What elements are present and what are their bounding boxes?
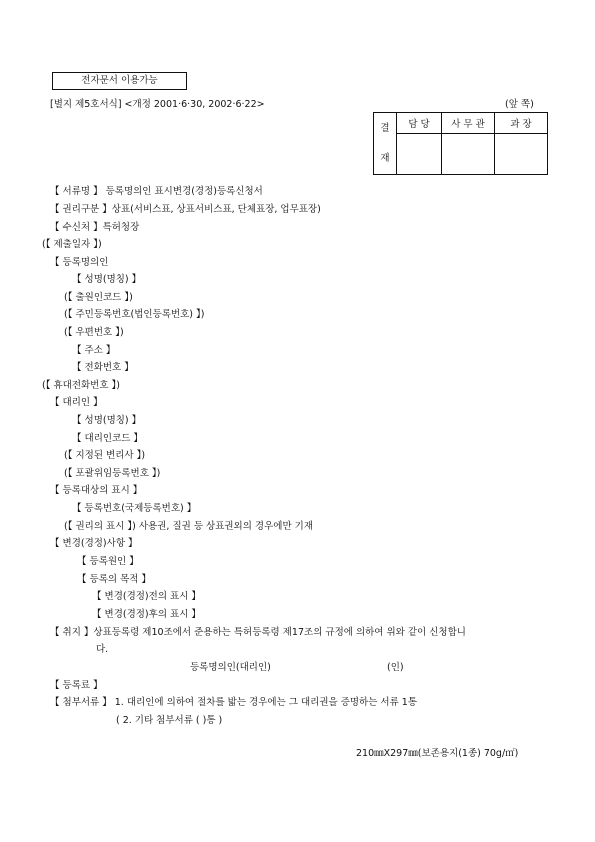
agent-code-line: 【 대리인코드 】 [72,433,143,444]
seal-mark: (인) [387,662,404,673]
phone-line: 【 전화번호 】 [72,362,134,373]
approval-side-cell [374,113,397,175]
designated-attorney-line: (【 지정된 변리사 】) [64,450,146,461]
other-attachments-line: ( 2. 기타 첨부서류 ( )통 ) [116,715,223,726]
approval-sign-officer [442,134,495,175]
registration-cause-line: 【 등록원인 】 [77,556,139,567]
approval-col-director: 과 장 [495,113,548,134]
electronic-document-box: 전자문서 이용가능 [52,72,187,90]
before-change-line: 【 변경(경정)전의 표시 】 [92,591,201,602]
recipient-line: 【 수신처 】특허청장 [50,222,140,233]
document-name-line: 【 서류명 】 등록명의인 표시변경(경정)등록신청서 [50,186,263,197]
page-side-note: (앞 쪽) [505,99,534,110]
registration-fee-line: 【 등록료 】 [50,680,103,691]
mobile-phone-line: (【 휴대전화번호 】) [42,380,121,391]
paper-spec: 210㎜X297㎜(보존용지(1종) 70g/㎡) [356,748,519,759]
purpose-statement-cont: 다. [96,644,109,655]
purpose-statement-line: 【 취지 】상표등록령 제10조에서 준용하는 특허등록령 제17조의 규정에 의하여 위와 같이 신청합니 [50,627,466,638]
form-reference: [별지 제5호서식] <개정 2001·6·30, 2002·6·22> [50,99,265,110]
right-category-line: 【 권리구분 】상표(서비스표, 상표서비스표, 단체표장, 업무표장) [50,204,321,215]
submission-date-line: (【 제출일자 】) [42,239,102,250]
agent-name-line: 【 성명(명칭) 】 [72,415,142,426]
applicant-code-line: (【 출원인코드 】) [64,292,133,303]
registrant-heading: 【 등록명의인 [50,257,109,268]
registration-purpose-line: 【 등록의 목적 】 [77,574,151,585]
approval-side-top: 결 [380,122,390,134]
agent-heading: 【 대리인 】 [50,397,103,408]
registrant-name-line: 【 성명(명칭) 】 [72,274,142,285]
resident-number-line: (【 주민등록번호(법인등록번호) 】) [64,309,205,320]
change-items-heading: 【 변경(경정)사항 】 [50,538,138,549]
attachments-line: 【 첨부서류 】 1. 대리인에 의하여 절차를 밟는 경우에는 그 대리권을 증명하는 서류 1통 [50,697,418,708]
approval-col-officer: 사 무 관 [442,113,495,134]
approval-col-staff: 담 당 [397,113,442,134]
approval-table [373,112,548,175]
approval-sign-director [495,134,548,175]
signature-label: 등록명의인(대리인) [190,662,271,673]
registration-target-heading: 【 등록대상의 표시 】 [50,485,143,496]
approval-sign-staff [397,134,442,175]
approval-side-bottom: 재 [380,152,390,164]
right-indication-line: (【 권리의 표시 】) 사용권, 질권 등 상표권외의 경우에만 기재 [64,521,314,532]
general-power-line: (【 포괄위임등록번호 】) [64,468,161,479]
postal-code-line: (【 우편번호 】) [64,327,124,338]
after-change-line: 【 변경(경정)후의 표시 】 [92,609,201,620]
address-line: 【 주소 】 [72,345,116,356]
registration-number-line: 【 등록번호(국제등록번호) 】 [72,503,197,514]
